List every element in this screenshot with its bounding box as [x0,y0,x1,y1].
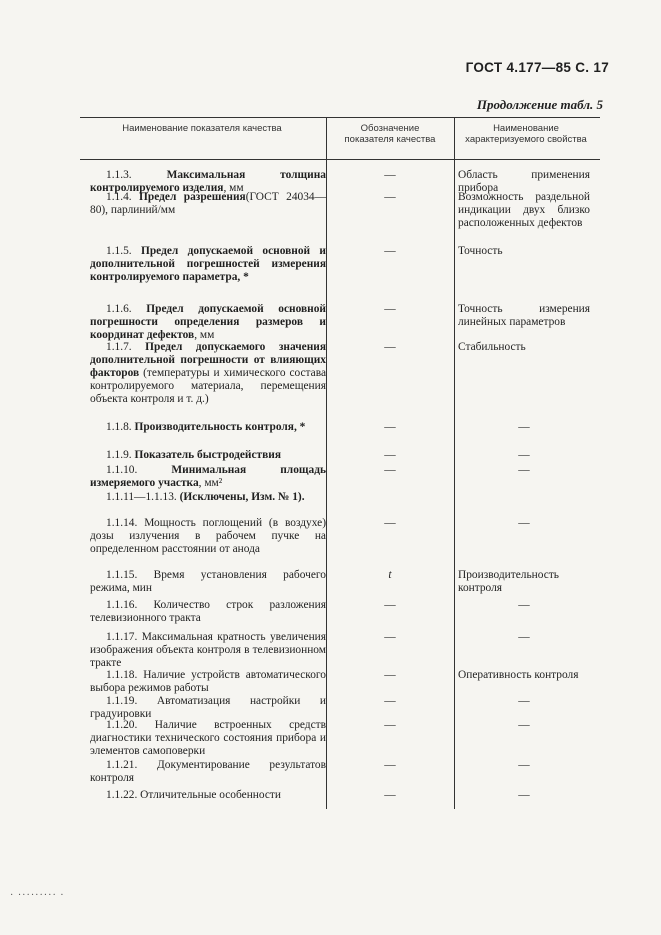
property-cell: Точность [458,245,503,257]
indicator-number: 1.1.14. [106,517,145,529]
property-cell: Область применения прибора [458,169,590,194]
indicator-name: Предел разрешения [139,191,246,203]
indicator-name-cell [90,759,326,785]
designation-cell: — [384,421,396,433]
column-header-name: Наименование показателя качества [122,123,282,134]
indicator-name: Максимальная толщина контролируемого изделия [90,169,326,194]
indicator-name: Количество строк разложения телевизионного тракта [90,599,326,624]
indicator-name-cell [90,569,326,595]
indicator-name: Предел допускаемой основной и дополнительной погрешностей измерения контролируемого параметра, * [90,245,326,283]
indicator-name: Показатель быстродействия [134,449,282,461]
indicator-name: Время установления рабочего режима, мин [90,569,326,594]
indicator-unit: (температуры и химического состава контролируемого материала, перемещения объекта контроля и т. д.) [90,367,326,405]
property-cell: — [518,599,530,611]
indicator-name-cell [90,517,326,556]
indicator-name-cell [90,464,326,490]
property-cell: — [518,759,530,771]
quality-indicators-table [80,117,600,817]
indicator-name-cell [90,695,326,721]
column-header-designation: Обозначение показателя качества [344,123,436,145]
indicator-name-cell [90,245,326,284]
property-cell: Производительность контроля [458,569,559,594]
indicator-number: 1.1.15. [106,569,154,581]
indicator-unit: , мм² [198,477,223,489]
indicator-name: Автоматизация настройки и градуировки [90,695,326,720]
indicator-number: 1.1.6. [106,303,147,315]
designation-cell: — [384,191,396,203]
indicator-unit: (ГОСТ 24034—80), парлиний/мм [90,191,326,216]
indicator-name: Отличительные особенности [140,789,281,801]
indicator-name: Предел допускаемого значения дополнительной погрешности от влияющих факторов [90,341,326,379]
property-cell: Оперативность контроля [458,669,579,681]
indicator-unit: , мм [223,182,244,194]
table-top-border [80,117,600,118]
indicator-name-cell [90,719,326,758]
designation-cell: — [384,449,396,461]
designation-cell: — [384,789,396,801]
indicator-number: 1.1.19. [106,695,157,707]
column-divider-1 [326,117,327,809]
indicator-number: 1.1.8. [106,421,135,433]
property-cell: Точность измерения линейных параметров [458,303,590,328]
indicator-name-cell [90,421,326,434]
indicator-name-cell [90,449,326,462]
indicator-number: 1.1.10. [106,464,172,476]
designation-cell: — [384,631,396,643]
designation-cell: — [384,169,396,181]
property-cell: — [518,421,530,433]
indicator-name-cell [90,631,326,670]
designation-cell: — [384,303,396,315]
indicator-name: Максимальная кратность увеличения изображения объекта контроля в телевизионном тракте [90,631,327,669]
indicator-name-cell [90,599,326,625]
indicator-number: 1.1.7. [106,341,146,353]
column-header-property: Наименование характеризуемого свойства [465,123,587,145]
indicator-number: 1.1.11—1.1.13. [106,491,180,503]
indicator-number: 1.1.18. [106,669,144,681]
table-continuation-label: Продолжение табл. 5 [476,97,603,112]
indicator-unit: , мм [194,329,215,341]
indicator-number: 1.1.3. [106,169,167,181]
indicator-number: 1.1.17. [106,631,142,643]
column-divider-2 [454,117,455,809]
property-cell: — [518,464,530,476]
indicator-name-cell [90,341,326,406]
indicator-name: Минимальная площадь измеряемого участка [90,464,326,489]
indicator-name: Наличие устройств автоматического выбора режимов работы [90,669,326,694]
designation-cell: — [384,669,396,681]
property-cell: — [518,789,530,801]
page-scan-marks: · ········· · [10,890,65,901]
designation-cell: — [384,719,396,731]
property-cell: — [518,449,530,461]
indicator-name: (Исключены, Изм. № 1). [179,491,305,503]
designation-cell: — [384,464,396,476]
property-cell: — [518,695,530,707]
designation-cell: — [384,341,396,353]
indicator-name: Документирование результатов контроля [90,759,327,784]
property-cell: — [518,517,530,529]
property-cell: — [518,631,530,643]
indicator-number: 1.1.22. [106,789,141,801]
indicator-number: 1.1.16. [106,599,154,611]
indicator-name-cell [90,669,326,695]
property-cell: — [518,719,530,731]
indicator-name-cell [90,303,326,342]
indicator-number: 1.1.4. [106,191,140,203]
indicator-name: Мощность поглощений (в воздухе) дозы излучения в рабочем пучке на определенном расстоянии от анода [90,517,327,555]
designation-cell: — [384,517,396,529]
designation-cell: — [384,245,396,257]
indicator-name-cell [90,789,326,802]
property-cell: Стабильность [458,341,526,353]
indicator-name: Наличие встроенных средств диагностики технического состояния прибора и элементов самоповерки [90,719,327,757]
indicator-name: Производительность контроля, * [134,421,306,433]
indicator-name: Предел допускаемой основной погрешности определения размеров и координат дефектов [90,303,326,341]
indicator-number: 1.1.9. [106,449,135,461]
designation-cell: — [384,759,396,771]
property-cell: Возможность раздельной индикации двух близко расположенных дефектов [458,191,590,229]
indicator-number: 1.1.20. [106,719,155,731]
table-header-border [80,159,600,160]
indicator-number: 1.1.5. [106,245,141,257]
designation-cell: — [384,695,396,707]
indicator-number: 1.1.21. [106,759,158,771]
designation-cell: — [384,599,396,611]
document-reference: ГОСТ 4.177—85 С. 17 [465,60,609,75]
indicator-name-cell [90,491,326,504]
indicator-name-cell [90,191,326,217]
designation-cell: t [388,569,392,581]
